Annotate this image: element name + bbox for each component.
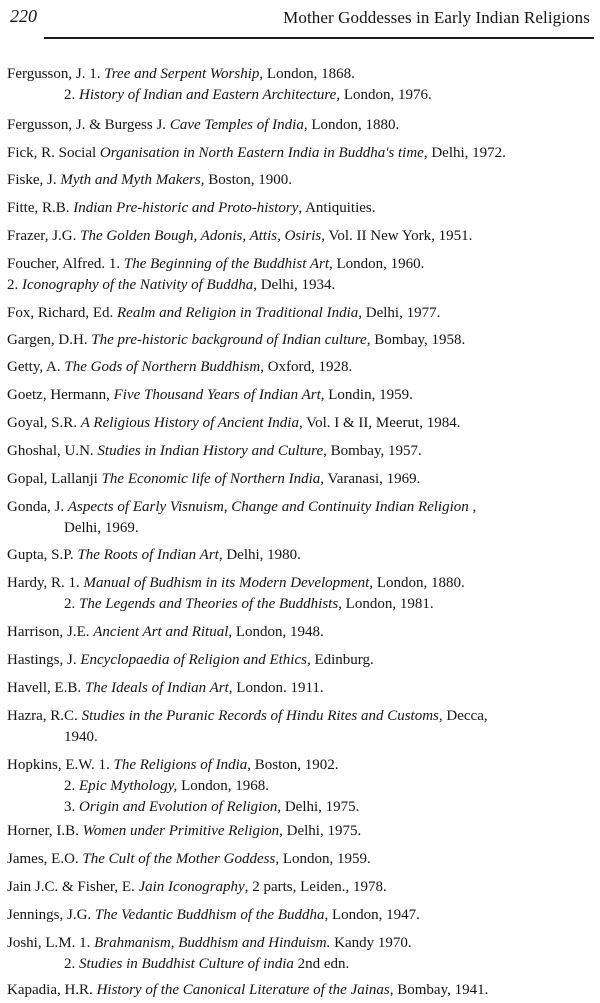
bibliography-entry: Hazra, R.C. Studies in the Puranic Records of Hindu Rites and Customs, Decca, 1940. [7, 708, 488, 745]
page-number: 220 [10, 6, 37, 26]
bibliography-entry: Harrison, J.E. Ancient Art and Ritual, London, 1948. [7, 624, 324, 640]
bibliography-entry: Foucher, Alfred. 1. The Beginning of the Buddhist Art, London, 1960. 2. Iconography of the Nativity of Buddha, Delhi, 1934. [7, 256, 425, 293]
bibliography-entry: Goyal, S.R. A Religious History of Ancient India, Vol. I & II, Meerut, 1984. [7, 415, 461, 431]
bibliography-entry: Hopkins, E.W. 1. The Religions of India, Boston, 1902. 2. Epic Mythology, London, 1968. 3. Origin and Evolution of Religion, Delhi, 1975. [7, 757, 360, 815]
bibliography-entry: Hastings, J. Encyclopaedia of Religion and Ethics, Edinburg. [7, 652, 374, 668]
bibliography-entry: Hardy, R. 1. Manual of Budhism in its Modern Development, London, 1880. 2. The Legends and Theories of the Buddhists, London, 1981. [7, 575, 465, 612]
bibliography-entry: Horner, I.B. Women under Primitive Religion, Delhi, 1975. [7, 823, 362, 839]
bibliography-entry: Fick, R. Social Organisation in North Eastern India in Buddha's time, Delhi, 1972. [7, 145, 506, 161]
bibliography-entry: Ghoshal, U.N. Studies in Indian History and Culture, Bombay, 1957. [7, 443, 422, 459]
bibliography-entry: Gopal, Lallanji The Economic life of Northern India, Varanasi, 1969. [7, 471, 421, 487]
bibliography-entry: Frazer, J.G. The Golden Bough, Adonis, Attis, Osiris, Vol. II New York, 1951. [7, 228, 473, 244]
bibliography-entry: Kapadia, H.R. History of the Canonical Literature of the Jainas, Bombay, 1941. [7, 982, 489, 998]
bibliography-entry: Jain J.C. & Fisher, E. Jain Iconography, 2 parts, Leiden., 1978. [7, 879, 387, 895]
bibliography-entry: Havell, E.B. The Ideals of Indian Art, London. 1911. [7, 680, 324, 696]
bibliography-entry: Gupta, S.P. The Roots of Indian Art, Delhi, 1980. [7, 547, 301, 563]
header-rule [44, 37, 594, 39]
bibliography-entry: Fox, Richard, Ed. Realm and Religion in Traditional India, Delhi, 1977. [7, 305, 441, 321]
bibliography-entry: Gargen, D.H. The pre-historic background of Indian culture, Bombay, 1958. [7, 332, 466, 348]
bibliography-entry: Fergusson, J. & Burgess J. Cave Temples of India, London, 1880. [7, 117, 400, 133]
bibliography-entry: Jennings, J.G. The Vedantic Buddhism of the Buddha, London, 1947. [7, 907, 420, 923]
bibliography-entry: Gonda, J. Aspects of Early Visnuism, Change and Continuity Indian Religion , Delhi, 1969. [7, 499, 477, 536]
page-header [0, 0, 600, 40]
bibliography-entry: Fitte, R.B. Indian Pre-historic and Proto-history, Antiquities. [7, 200, 376, 216]
bibliography-entry: Fiske, J. Myth and Myth Makers, Boston, 1900. [7, 172, 292, 188]
bibliography-entry: James, E.O. The Cult of the Mother Goddess, London, 1959. [7, 851, 371, 867]
bibliography-entry: Getty, A. The Gods of Northern Buddhism, Oxford, 1928. [7, 359, 353, 375]
bibliography-entry: Goetz, Hermann, Five Thousand Years of Indian Art, Londin, 1959. [7, 387, 413, 403]
bibliography-entry: Fergusson, J. 1. Tree and Serpent Worship, London, 1868. 2. History of Indian and Eastern Architecture, London, 1976. [7, 66, 432, 103]
running-title: Mother Goddesses in Early Indian Religions [283, 8, 590, 27]
bibliography-entry: Joshi, L.M. 1. Brahmanism, Buddhism and Hinduism. Kandy 1970. 2. Studies in Buddhist Culture of india 2nd edn. [7, 935, 412, 972]
